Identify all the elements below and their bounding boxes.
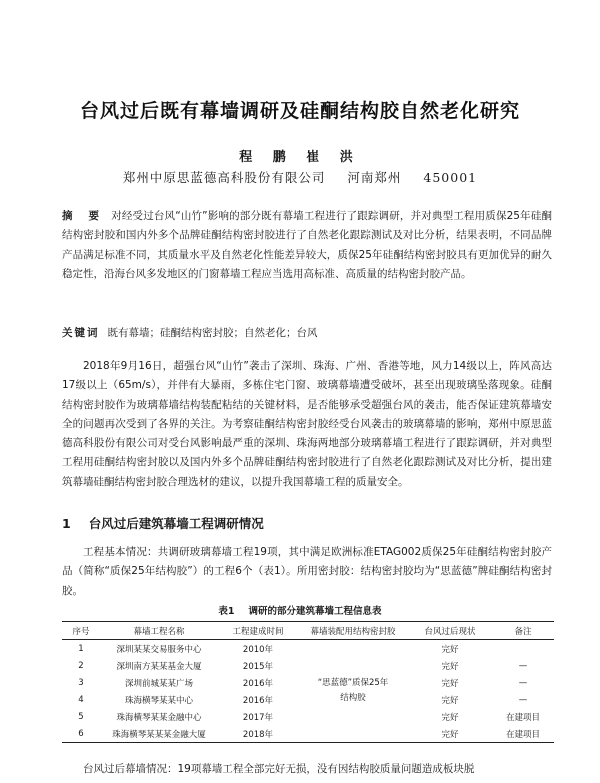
- remark: —: [518, 677, 528, 688]
- project-table: [62, 621, 554, 743]
- built-year: 2016年: [242, 678, 274, 689]
- row-number: 2: [78, 660, 84, 671]
- project-name: 珠海横琴某某金融中心: [116, 712, 202, 723]
- section-paragraph: 工程基本情况：共调研玻璃幕墙工程19项，其中满足欧洲标准ETAG002质保25年硅酮结构密封胶产品（简称“质保25年结构胶”）的工程6个（表1）。所用密封胶：结构密封胶均为“思蓝德”牌硅酮结构密封胶。: [62, 546, 552, 597]
- affiliation: [0, 168, 600, 186]
- authors: 程 鹏 崔 洪: [239, 150, 361, 165]
- keywords: [62, 324, 552, 343]
- status: 完好: [441, 712, 459, 723]
- affiliation-zip: 450001: [423, 170, 478, 185]
- built-year: 2010年: [242, 644, 274, 655]
- abstract: [62, 207, 552, 285]
- affiliation-place: 河南郑州: [347, 170, 402, 185]
- remark: 在建项目: [505, 729, 540, 740]
- table-header-cell: 台风过后现状: [408, 622, 492, 640]
- project-name: 珠海横琴某某中心: [124, 695, 193, 706]
- row-number: 3: [78, 677, 84, 688]
- built-year: 2018年: [242, 729, 274, 740]
- keywords-label: 关键词: [62, 327, 100, 339]
- row-number: 6: [78, 728, 84, 739]
- remark: —: [518, 694, 528, 705]
- affiliation-org: 郑州中原思蓝德高科股份有限公司: [122, 170, 326, 185]
- status: 完好: [441, 661, 459, 672]
- status: 完好: [441, 695, 459, 706]
- paper-title: 台风过后既有幕墙调研及硅酮结构胶自然老化研究: [79, 100, 520, 122]
- built-year: 2016年: [242, 695, 274, 706]
- remark: —: [518, 660, 528, 671]
- table-header-cell: 工程建成时间: [218, 622, 298, 640]
- table-header-cell: 幕墙工程名称: [100, 622, 218, 640]
- row-number: 1: [78, 643, 84, 654]
- table-caption: [0, 603, 600, 617]
- row-number: 4: [78, 694, 84, 705]
- table-caption-text: 调研的部分建筑幕墙工程信息表: [248, 606, 382, 617]
- table-header-row: [62, 622, 554, 640]
- built-year: 2015年: [242, 661, 274, 672]
- section-title: 台风过后建筑幕墙工程调研情况: [88, 516, 264, 531]
- abstract-label: 摘 要: [62, 210, 106, 222]
- project-name: 深圳前城某某广场: [124, 678, 193, 689]
- continuation-paragraph: 台风过后幕墙情况：19项幕墙工程全部完好无损，没有因结构胶质量问题造成板块脱: [83, 763, 475, 775]
- status: 完好: [441, 729, 459, 740]
- table-header-cell: 备注: [492, 622, 554, 640]
- sealant-cell: [298, 640, 408, 743]
- sealant-line-2: 结构胶: [340, 693, 366, 703]
- row-number: 5: [78, 711, 84, 722]
- project-name: 珠海横琴某某某金融大厦: [112, 729, 206, 740]
- keywords-text: 既有幕墙；硅酮结构密封胶；自然老化；台风: [107, 327, 318, 339]
- abstract-text: 对经受过台风“山竹”影响的部分既有幕墙工程进行了跟踪调研，并对典型工程用质保25年硅酮结构密封胶和国内外多个品牌硅酮结构密封胶进行了自然老化跟踪测试及对比分析，结果表明，不同品牌产品满足标准不同，其质量水平及自然老化性能差异较大，质保25年硅酮结构密封胶具有更加优异的耐久稳定性，沿海台风多发地区的门窗幕墙工程应当选用高标准、高质量的结构密封胶产品。: [62, 210, 553, 281]
- section-number: 1: [62, 516, 71, 531]
- sealant-line-1: “思蓝德”质保25年: [317, 678, 389, 688]
- section-heading: [62, 514, 264, 532]
- intro-paragraph: 2018年9月16日，超强台风“山竹”袭击了深圳、珠海、广州、香港等地，风力14级以上，阵风高达17级以上（65m/s），并伴有大暴雨，多栋住宅门窗、玻璃幕墙遭受破坏，甚至出现玻璃坠落现象。硅酮结构密封胶作为玻璃幕墙结构装配粘结的关键材料，是否能够承受超强台风的袭击，能否保证建筑幕墙安全的问题再次受到了各界的关注。为考察硅酮结构密封胶经受台风袭击的玻璃幕墙的影响，郑州中原思蓝德高科股份有限公司对受台风影响最严重的深圳、珠海两地部分玻璃幕墙工程进行了跟踪调研，并对典型工程用硅酮结构密封胶以及国内外多个品牌硅酮结构密封胶进行了自然老化跟踪测试及对比分析，提出建筑幕墙硅酮结构密封胶合理选材的建议，以提升我国幕墙工程的质量安全。: [62, 360, 552, 488]
- table-header-cell: 幕墙装配用结构密封胶: [298, 622, 408, 640]
- status: 完好: [441, 678, 459, 689]
- project-name: 深圳某某交易服务中心: [116, 644, 202, 655]
- table-header-cell: 序号: [62, 622, 100, 640]
- table-number: 表1: [218, 606, 235, 617]
- built-year: 2017年: [242, 712, 274, 723]
- remark: [492, 640, 554, 658]
- remark: 在建项目: [505, 712, 540, 723]
- project-name: 深圳南方某某基金大厦: [116, 661, 202, 672]
- status: 完好: [441, 644, 459, 655]
- table-row: [62, 640, 554, 658]
